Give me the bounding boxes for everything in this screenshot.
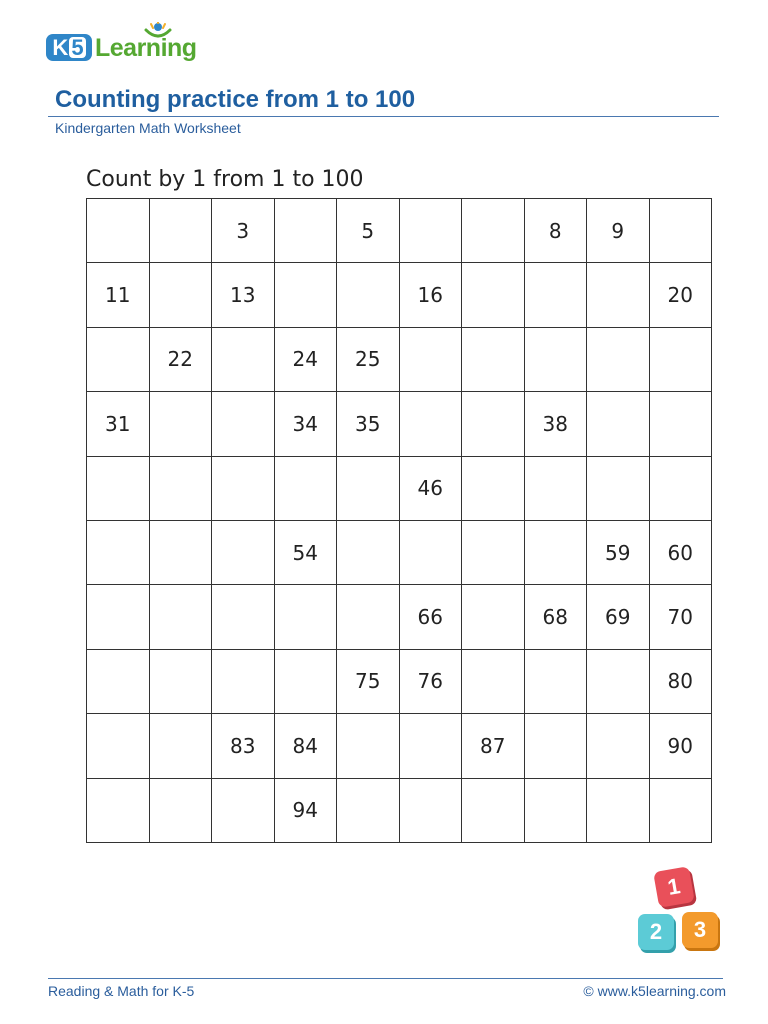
grid-cell — [462, 392, 525, 456]
grid-cell — [399, 199, 462, 263]
grid-cell: 24 — [274, 327, 337, 391]
grid-cell: 66 — [399, 585, 462, 649]
grid-cell — [524, 327, 587, 391]
grid-cell — [274, 649, 337, 713]
grid-cell — [87, 327, 150, 391]
grid-cell: 76 — [399, 649, 462, 713]
logo-five-digit: 5 — [71, 35, 84, 60]
grid-cell — [462, 585, 525, 649]
grid-cell — [587, 649, 650, 713]
grid-cell — [649, 392, 712, 456]
grid-cell — [587, 263, 650, 327]
grid-cell — [524, 520, 587, 584]
logo-wordmark: Learning — [95, 34, 197, 62]
grid-cell — [337, 585, 400, 649]
grid-cell — [337, 520, 400, 584]
grid-cell — [274, 456, 337, 520]
grid-cell — [212, 392, 275, 456]
grid-cell — [524, 456, 587, 520]
grid-cell — [524, 649, 587, 713]
grid-cell: 75 — [337, 649, 400, 713]
grid-cell: 70 — [649, 585, 712, 649]
grid-row — [87, 649, 712, 713]
logo-k-letter: K — [52, 35, 69, 60]
logo-k5-badge — [46, 34, 92, 61]
grid-cell — [649, 327, 712, 391]
grid-cell — [87, 649, 150, 713]
grid-cell — [587, 714, 650, 778]
grid-cell: 20 — [649, 263, 712, 327]
grid-cell: 87 — [462, 714, 525, 778]
grid-row — [87, 520, 712, 584]
grid-row — [87, 392, 712, 456]
grid-cell: 69 — [587, 585, 650, 649]
grid-cell: 80 — [649, 649, 712, 713]
grid-cell — [337, 263, 400, 327]
grid-cell — [587, 456, 650, 520]
grid-cell — [462, 520, 525, 584]
grid-row — [87, 778, 712, 842]
jumping-figure-icon — [143, 22, 173, 44]
grid-row — [87, 263, 712, 327]
grid-cell: 34 — [274, 392, 337, 456]
grid-cell — [649, 778, 712, 842]
grid-cell — [87, 456, 150, 520]
number-blocks-illustration — [634, 864, 724, 954]
grid-cell — [587, 327, 650, 391]
grid-cell — [212, 585, 275, 649]
grid-cell: 59 — [587, 520, 650, 584]
grid-cell: 90 — [649, 714, 712, 778]
block-three: 3 — [682, 912, 718, 948]
grid-cell: 9 — [587, 199, 650, 263]
grid-row — [87, 327, 712, 391]
grid-cell — [399, 392, 462, 456]
grid-cell — [587, 392, 650, 456]
grid-cell — [212, 327, 275, 391]
grid-cell: 46 — [399, 456, 462, 520]
grid-cell — [149, 456, 212, 520]
grid-cell — [462, 649, 525, 713]
grid-cell: 16 — [399, 263, 462, 327]
grid-cell: 83 — [212, 714, 275, 778]
grid-cell: 3 — [212, 199, 275, 263]
block-two: 2 — [638, 914, 674, 950]
footer-tagline: Reading & Math for K-5 — [48, 983, 195, 999]
grid-cell — [149, 778, 212, 842]
grid-cell: 8 — [524, 199, 587, 263]
grid-row — [87, 199, 712, 263]
grid-cell — [212, 649, 275, 713]
grid-cell: 22 — [149, 327, 212, 391]
grid-row — [87, 714, 712, 778]
grid-cell — [337, 714, 400, 778]
grid-cell — [399, 327, 462, 391]
hundreds-grid — [86, 198, 712, 843]
grid-cell — [462, 199, 525, 263]
grid-cell — [462, 263, 525, 327]
grid-cell — [87, 199, 150, 263]
grid-cell — [149, 263, 212, 327]
block-one: 1 — [653, 866, 695, 908]
grid-cell — [212, 456, 275, 520]
grid-cell — [274, 263, 337, 327]
grid-cell — [87, 714, 150, 778]
grid-cell — [524, 714, 587, 778]
k5-learning-logo — [46, 22, 196, 66]
grid-cell: 5 — [337, 199, 400, 263]
grid-cell — [274, 585, 337, 649]
grid-cell — [649, 456, 712, 520]
grid-cell — [337, 456, 400, 520]
title-divider — [48, 116, 719, 117]
grid-cell: 13 — [212, 263, 275, 327]
grid-cell — [212, 778, 275, 842]
grid-cell: 94 — [274, 778, 337, 842]
grid-cell — [399, 778, 462, 842]
grid-cell: 68 — [524, 585, 587, 649]
grid-cell — [149, 714, 212, 778]
footer-divider — [48, 978, 723, 979]
grid-row — [87, 585, 712, 649]
grid-cell — [462, 778, 525, 842]
grid-cell — [587, 778, 650, 842]
grid-cell: 38 — [524, 392, 587, 456]
grid-cell — [337, 778, 400, 842]
grid-cell — [87, 585, 150, 649]
grid-cell: 60 — [649, 520, 712, 584]
grid-cell — [212, 520, 275, 584]
grid-cell — [649, 199, 712, 263]
worksheet-instruction: Count by 1 from 1 to 100 — [86, 167, 364, 192]
grid-cell — [274, 199, 337, 263]
grid-cell: 35 — [337, 392, 400, 456]
grid-cell — [149, 649, 212, 713]
grid-cell: 11 — [87, 263, 150, 327]
page-title: Counting practice from 1 to 100 — [55, 86, 416, 113]
grid-cell: 31 — [87, 392, 150, 456]
grid-cell — [524, 778, 587, 842]
grid-cell — [149, 199, 212, 263]
grid-row — [87, 456, 712, 520]
grid-cell — [462, 327, 525, 391]
grid-cell — [399, 714, 462, 778]
grid-cell — [149, 392, 212, 456]
grid-cell — [87, 520, 150, 584]
grid-cell — [149, 520, 212, 584]
grid-cell — [399, 520, 462, 584]
grid-cell: 54 — [274, 520, 337, 584]
grid-cell — [462, 456, 525, 520]
page-subtitle: Kindergarten Math Worksheet — [55, 120, 241, 136]
footer-website: © www.k5learning.com — [583, 983, 726, 999]
grid-cell — [149, 585, 212, 649]
grid-cell — [524, 263, 587, 327]
grid-cell — [87, 778, 150, 842]
grid-cell: 25 — [337, 327, 400, 391]
grid-cell: 84 — [274, 714, 337, 778]
